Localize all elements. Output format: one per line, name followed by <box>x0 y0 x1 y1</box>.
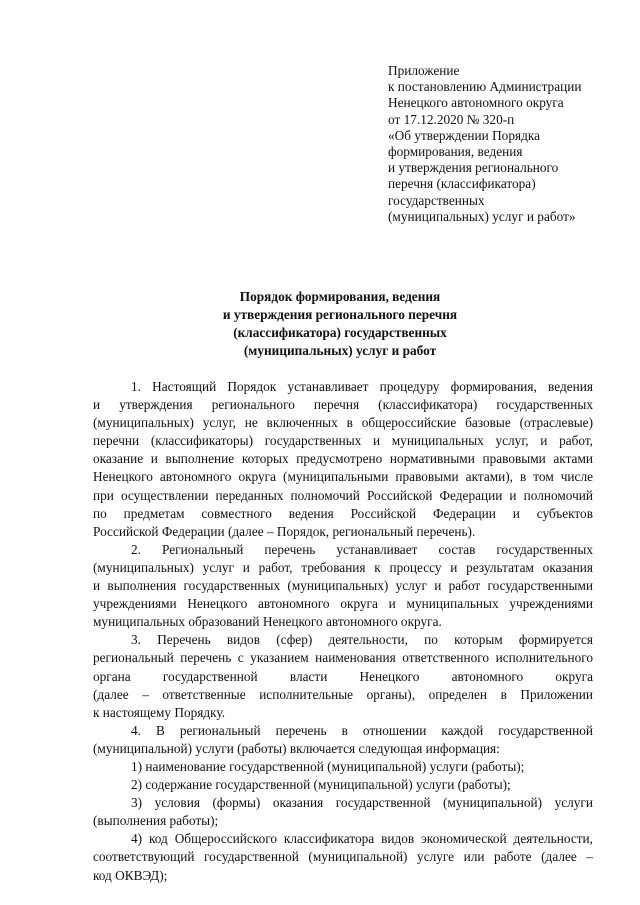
body-line: 4) код Общероссийского классификатора видов экономической деятельности, <box>131 831 593 847</box>
appendix-line: государственных <box>388 192 485 208</box>
document-body <box>93 378 593 885</box>
body-line: и выполнения государственных (муниципальных) услуг и работ государственными <box>93 578 593 594</box>
title-line: (классификатора) государственных <box>233 325 447 340</box>
body-line: Ненецкого автономного округа (муниципальными правовыми актами), в том числе <box>93 469 593 485</box>
body-line: муниципальных образований Ненецкого автономного округа. <box>93 614 442 630</box>
body-line: при осуществлении переданных полномочий Российской Федерации и полномочий <box>93 487 593 503</box>
body-line: региональный перечень с указанием наименования ответственного исполнительного <box>93 650 593 666</box>
appendix-line: Ненецкого автономного округа <box>388 95 564 111</box>
body-line: (муниципальной) услуги (работы) включается следующая информация: <box>93 740 500 756</box>
body-line: (далее – ответственные исполнительные органы), определен в Приложении <box>93 686 593 702</box>
body-line: 3. Перечень видов (сфер) деятельности, по которым формируется <box>131 632 593 648</box>
appendix-line: к постановлению Администрации <box>388 79 582 95</box>
title-line: и утверждения регионального перечня <box>222 307 458 322</box>
body-line: 3) условия (формы) оказания государственной (муниципальной) услуги <box>131 795 593 811</box>
body-line: (выполнения работы); <box>93 813 219 829</box>
appendix-line: от 17.12.2020 № 320-п <box>388 111 515 127</box>
body-line: учреждениями Ненецкого автономного округа и муниципальных учреждениями <box>93 596 593 612</box>
body-line: перечни (классификаторы) государственных и муниципальных услуг, и работ, <box>93 433 593 449</box>
title-line: (муниципальных) услуг и работ <box>243 343 437 358</box>
body-line: (муниципальных) услуг и работ, требования к процессу и результатам оказания <box>93 559 593 575</box>
appendix-line: перечня (классификатора) <box>388 176 536 192</box>
body-line: по предметам совместного ведения Российской Федерации и субъектов <box>93 505 593 521</box>
body-line: органа государственной власти Ненецкого автономного округа <box>93 668 593 684</box>
document-title <box>90 288 590 360</box>
body-line: 4. В региональный перечень в отношении каждой государственной <box>131 722 593 738</box>
body-line: Российской Федерации (далее – Порядок, региональный перечень). <box>93 523 476 539</box>
body-line: и утверждения регионального перечня (классификатора) государственных <box>93 397 593 413</box>
appendix-line: и утверждения регионального <box>388 160 559 176</box>
title-line: Порядок формирования, ведения <box>239 289 441 304</box>
appendix-block <box>388 63 628 225</box>
appendix-line: «Об утверждении Порядка <box>388 127 541 143</box>
body-line: код ОКВЭД); <box>93 867 168 883</box>
body-line: (муниципальных) услуг, не включенных в общероссийские базовые (отраслевые) <box>93 415 593 431</box>
body-line: к настоящему Порядку. <box>93 704 226 720</box>
body-line: 1. Настоящий Порядок устанавливает процедуру формирования, ведения <box>131 379 593 394</box>
appendix-line: формирования, ведения <box>388 143 523 159</box>
body-line: соответствующий государственной (муниципальной) услуге или работе (далее – <box>93 849 593 865</box>
appendix-line: (муниципальных) услуг и работ» <box>388 208 576 224</box>
body-line: 2) содержание государственной (муниципальной) услуги (работы); <box>131 777 511 793</box>
body-line: оказание и выполнение которых предусмотрено нормативными правовыми актами <box>93 451 593 467</box>
body-line: 2. Региональный перечень устанавливает состав государственных <box>131 541 593 557</box>
body-line: 1) наименование государственной (муниципальной) услуги (работы); <box>131 758 525 774</box>
appendix-line: Приложение <box>388 63 460 78</box>
